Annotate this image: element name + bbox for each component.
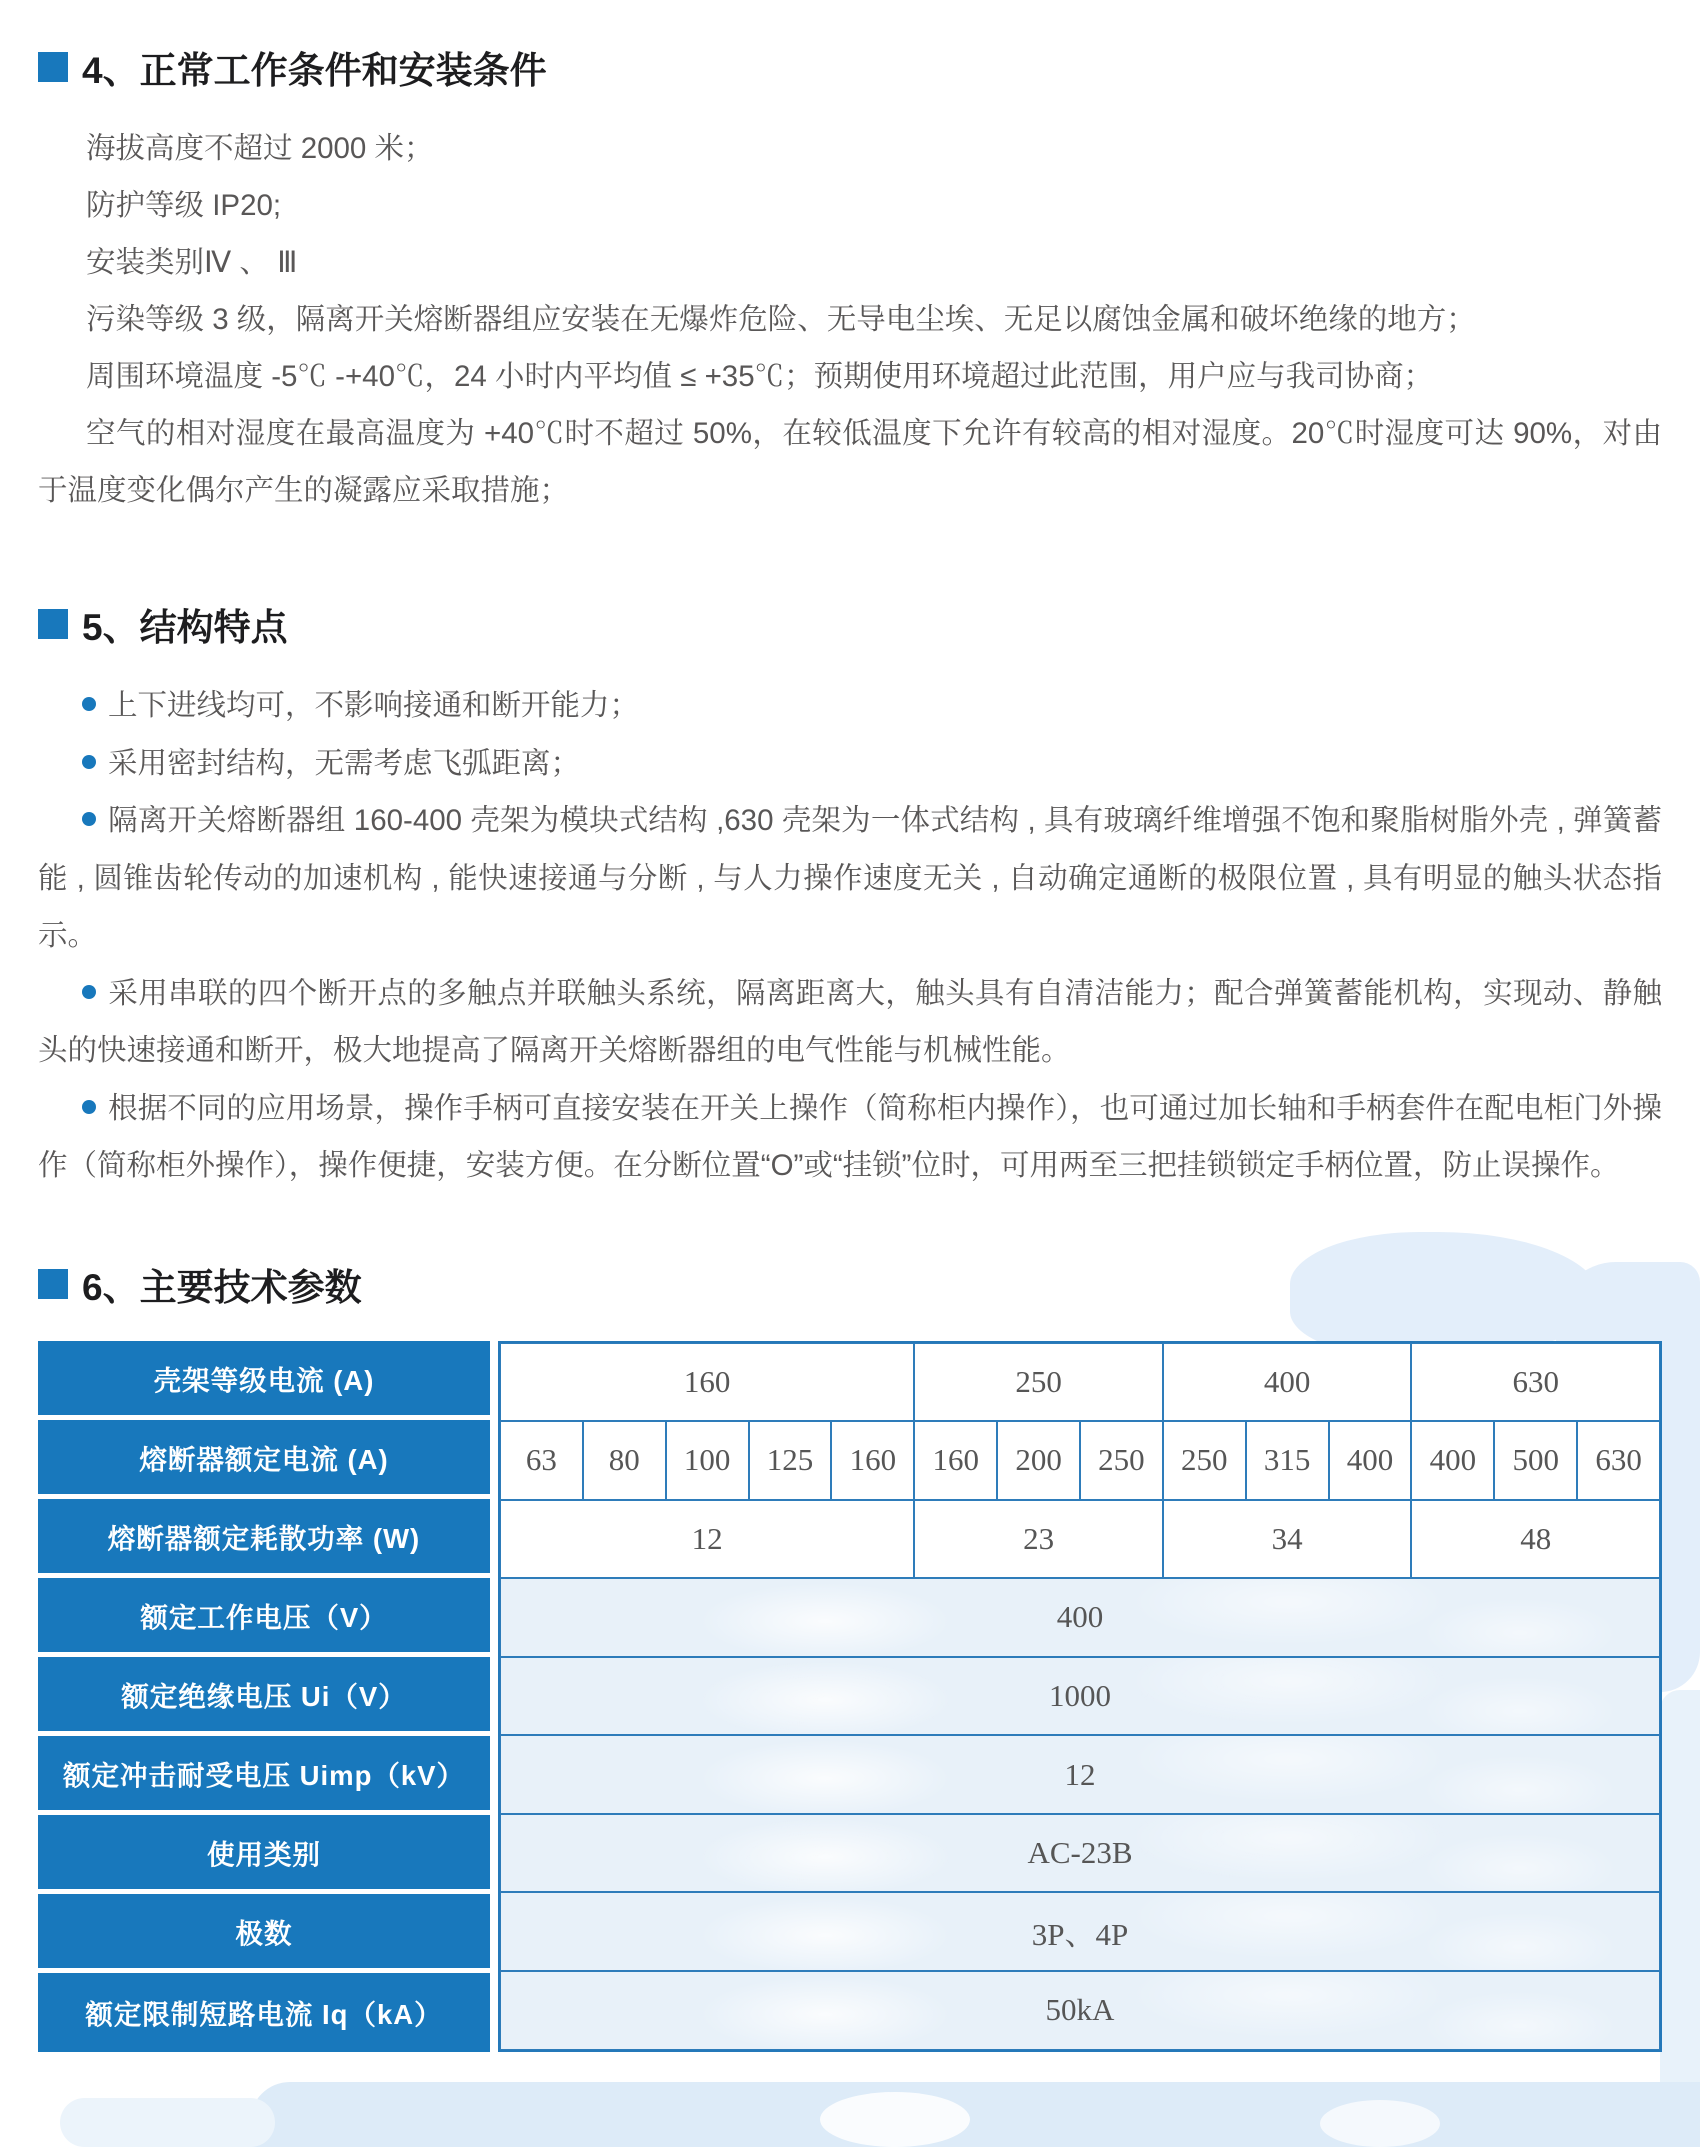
- section4-heading: [38, 0, 1662, 94]
- bullet-dot-icon: [82, 697, 96, 711]
- table-cell: 100: [666, 1421, 749, 1500]
- section5-title: 5、结构特点: [82, 607, 288, 648]
- table-cell: AC-23B: [500, 1814, 1660, 1893]
- section4-title: 4、正常工作条件和安装条件: [82, 50, 547, 91]
- feature-bullet: 采用串联的四个断开点的多触点并联触头系统，隔离距离大，触头具有自清洁能力；配合弹簧蓄能机构，实现动、静触头的快速接通和断开，极大地提高了隔离开关熔断器组的电气性能与机械性能。: [38, 976, 1662, 1067]
- section4-lines: [38, 120, 1662, 405]
- feature-bullet: 根据不同的应用场景，操作手柄可直接安装在开关上操作（简称柜内操作），也可通过加长轴和手柄套件在配电柜门外操作（简称柜外操作），操作便捷，安装方便。在分断位置“O”或“挂锁”位时，可用两至三把挂锁锁定手柄位置，防止误操作。: [38, 1091, 1662, 1182]
- feature-bullet: 采用密封结构，无需考虑飞弧距离；: [38, 735, 1662, 793]
- section-marker-icon: [38, 52, 68, 82]
- table-cell: 160: [831, 1421, 914, 1500]
- table-cell: 50kA: [500, 1971, 1660, 2050]
- table-cell: 12: [500, 1735, 1660, 1814]
- table-cell: 48: [1411, 1500, 1660, 1579]
- section5-heading: [38, 597, 1662, 651]
- table-cell: 630: [1577, 1421, 1660, 1500]
- table-row-label: 额定绝缘电压 Ui（V）: [38, 1657, 490, 1736]
- bullet-dot-icon: [82, 985, 96, 999]
- table-cell: 400: [1329, 1421, 1412, 1500]
- map-watermark-blob: [60, 2098, 275, 2147]
- table-cell: 250: [1080, 1421, 1163, 1500]
- table-cell: 34: [1163, 1500, 1412, 1579]
- section6-title: 6、主要技术参数: [82, 1266, 362, 1308]
- section6-heading: [38, 1257, 1662, 1311]
- table-cell: 160: [914, 1421, 997, 1500]
- table-cell: 630: [1411, 1343, 1660, 1422]
- table-cell: 63: [500, 1421, 583, 1500]
- technical-parameters-table: [38, 1341, 1662, 2052]
- table-cell: 12: [500, 1500, 914, 1579]
- condition-line: 周围环境温度 -5℃ -+40℃，24 小时内平均值 ≤ +35℃；预期使用环境超过此范围，用户应与我司协商；: [86, 360, 1434, 393]
- table-cell: 125: [749, 1421, 832, 1500]
- map-watermark-blob: [820, 2092, 970, 2147]
- table-cell: 80: [583, 1421, 666, 1500]
- map-watermark-band: [250, 2082, 1700, 2147]
- section-marker-icon: [38, 1269, 68, 1299]
- table-row-label: 极数: [38, 1894, 490, 1973]
- table-cell: 200: [997, 1421, 1080, 1500]
- map-watermark-blob: [1320, 2100, 1440, 2147]
- condition-line: 防护等级 IP20;: [86, 189, 282, 222]
- table-cell: 23: [914, 1500, 1163, 1579]
- table-row-label: 额定工作电压（V）: [38, 1578, 490, 1657]
- table-data-grid: [498, 1341, 1662, 2052]
- table-row-label: 额定限制短路电流 Iq（kA）: [38, 1973, 490, 2052]
- table-row-label: 熔断器额定电流 (A): [38, 1420, 490, 1499]
- table-cell: 250: [1163, 1421, 1246, 1500]
- bullet-dot-icon: [82, 1100, 96, 1114]
- section-marker-icon: [38, 609, 68, 639]
- condition-line: 海拔高度不超过 2000 米；: [86, 132, 434, 165]
- table-row-label: 额定冲击耐受电压 Uimp（kV）: [38, 1736, 490, 1815]
- table-cell: 3P、4P: [500, 1892, 1660, 1971]
- table-row-label: 壳架等级电流 (A): [38, 1341, 490, 1420]
- condition-line: 安装类别Ⅳ 、 Ⅲ: [86, 246, 298, 279]
- table-cell: 160: [500, 1343, 914, 1422]
- condition-line: 污染等级 3 级，隔离开关熔断器组应安装在无爆炸危险、无导电尘埃、无足以腐蚀金属和破坏绝缘的地方；: [86, 303, 1476, 336]
- feature-bullet: 隔离开关熔断器组 160-400 壳架为模块式结构 ,630 壳架为一体式结构 , 具有玻璃纤维增强不饱和聚脂树脂外壳 , 弹簧蓄能 , 圆锥齿轮传动的加速机构 , 能快速接通与分断 , 与人力操作速度无关 , 自动确定通断的极限位置 , 具有明显的触头状态指示。: [38, 804, 1662, 952]
- table-cell: 250: [914, 1343, 1163, 1422]
- table-cell: 315: [1246, 1421, 1329, 1500]
- section5-bullet-list: [38, 677, 1662, 1195]
- table-row-label: 使用类别: [38, 1815, 490, 1894]
- bullet-dot-icon: [82, 812, 96, 826]
- table-label-column: [38, 1341, 490, 2052]
- table-cell: 400: [1163, 1343, 1412, 1422]
- table-cell: 1000: [500, 1657, 1660, 1736]
- table-cell: 400: [1411, 1421, 1494, 1500]
- table-row-label: 熔断器额定耗散功率 (W): [38, 1499, 490, 1578]
- table-cell: 400: [500, 1578, 1660, 1657]
- bullet-dot-icon: [82, 755, 96, 769]
- section4-paragraph: 空气的相对湿度在最高温度为 +40℃时不超过 50%，在较低温度下允许有较高的相对湿度。20℃时湿度可达 90%，对由于温度变化偶尔产生的凝露应采取措施；: [38, 417, 1662, 507]
- table-cell: 500: [1494, 1421, 1577, 1500]
- feature-bullet: 上下进线均可，不影响接通和断开能力；: [38, 677, 1662, 735]
